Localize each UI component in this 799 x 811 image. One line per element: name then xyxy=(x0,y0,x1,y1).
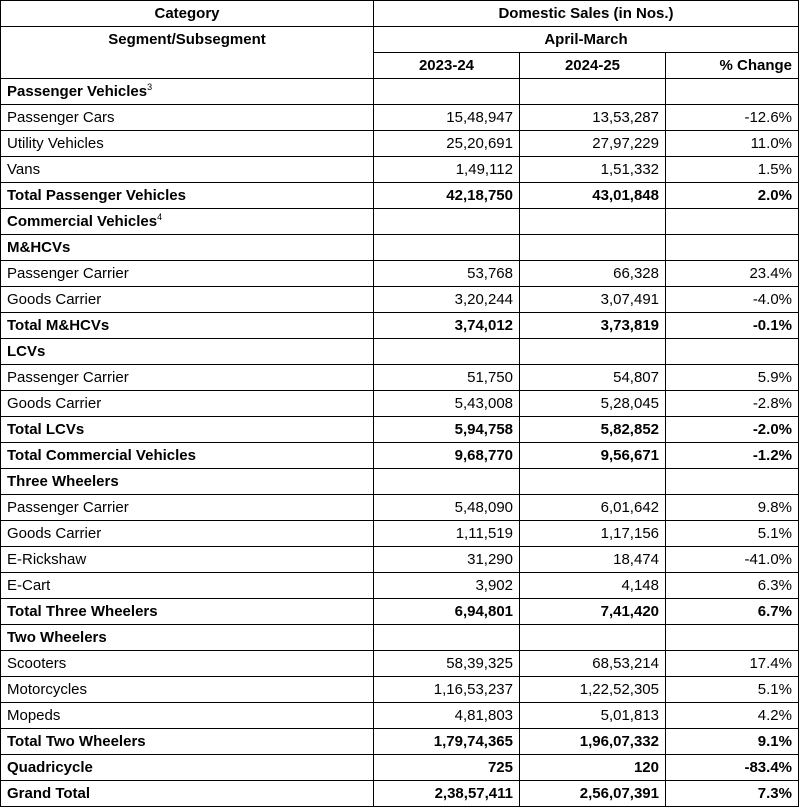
value-2024-25: 3,73,819 xyxy=(520,313,666,339)
percent-change: 5.1% xyxy=(666,677,799,703)
percent-change: -1.2% xyxy=(666,443,799,469)
table-row xyxy=(1,521,799,547)
row-label xyxy=(1,573,374,599)
percent-change xyxy=(666,339,799,365)
total-row xyxy=(1,417,799,443)
value-2024-25: 3,07,491 xyxy=(520,287,666,313)
row-label xyxy=(1,547,374,573)
row-label xyxy=(1,703,374,729)
value-2023-24: 1,79,74,365 xyxy=(374,729,520,755)
row-label xyxy=(1,79,374,105)
row-label xyxy=(1,677,374,703)
row-label xyxy=(1,469,374,495)
row-label-text: Two Wheelers xyxy=(7,629,107,646)
table-row xyxy=(1,157,799,183)
row-label xyxy=(1,157,374,183)
row-label xyxy=(1,339,374,365)
table-row xyxy=(1,651,799,677)
value-2023-24: 9,68,770 xyxy=(374,443,520,469)
percent-change xyxy=(666,469,799,495)
row-label xyxy=(1,235,374,261)
value-2024-25 xyxy=(520,79,666,105)
percent-change: -83.4% xyxy=(666,755,799,781)
percent-change: -12.6% xyxy=(666,105,799,131)
row-label-text: Motorcycles xyxy=(7,681,88,698)
table-row xyxy=(1,703,799,729)
row-label xyxy=(1,781,374,807)
row-label-text: Scooters xyxy=(7,655,67,672)
table-row xyxy=(1,365,799,391)
value-2024-25: 9,56,671 xyxy=(520,443,666,469)
value-2023-24 xyxy=(374,79,520,105)
row-label xyxy=(1,521,374,547)
category-header: Category xyxy=(1,1,374,27)
row-label-text: LCVs xyxy=(7,343,46,360)
row-label-text: Vans xyxy=(7,161,41,178)
row-label-text: Passenger Carrier xyxy=(7,499,129,516)
value-2023-24 xyxy=(374,235,520,261)
row-label xyxy=(1,443,374,469)
value-2023-24: 1,49,112 xyxy=(374,157,520,183)
value-2023-24: 2,38,57,411 xyxy=(374,781,520,807)
percent-change: 5.1% xyxy=(666,521,799,547)
value-2024-25: 4,148 xyxy=(520,573,666,599)
percent-change: 4.2% xyxy=(666,703,799,729)
value-2024-25: 1,96,07,332 xyxy=(520,729,666,755)
value-2024-25 xyxy=(520,209,666,235)
row-label-text: Passenger Carrier xyxy=(7,369,129,386)
row-label xyxy=(1,625,374,651)
value-2024-25: 120 xyxy=(520,755,666,781)
row-label xyxy=(1,729,374,755)
period-header: April-March xyxy=(374,27,799,53)
percent-change: 5.9% xyxy=(666,365,799,391)
value-2024-25: 27,97,229 xyxy=(520,131,666,157)
percent-change xyxy=(666,235,799,261)
section-row xyxy=(1,235,799,261)
row-label xyxy=(1,495,374,521)
percent-change: -4.0% xyxy=(666,287,799,313)
row-label-text: Total Three Wheelers xyxy=(7,603,158,620)
section-row xyxy=(1,339,799,365)
value-2023-24: 725 xyxy=(374,755,520,781)
value-2023-24: 3,74,012 xyxy=(374,313,520,339)
row-label-text: Total LCVs xyxy=(7,421,85,438)
row-label-text: Passenger Vehicles xyxy=(7,83,148,100)
percent-change: 23.4% xyxy=(666,261,799,287)
table-row xyxy=(1,131,799,157)
row-label-text: Utility Vehicles xyxy=(7,135,104,152)
value-2023-24 xyxy=(374,469,520,495)
year1-header: 2023-24 xyxy=(374,53,520,79)
row-label-text: Three Wheelers xyxy=(7,473,119,490)
value-2024-25: 68,53,214 xyxy=(520,651,666,677)
row-label-text: Total Passenger Vehicles xyxy=(7,187,186,204)
total-row xyxy=(1,781,799,807)
value-2024-25: 54,807 xyxy=(520,365,666,391)
value-2023-24: 5,43,008 xyxy=(374,391,520,417)
value-2024-25: 1,22,52,305 xyxy=(520,677,666,703)
row-label xyxy=(1,755,374,781)
percent-change: -0.1% xyxy=(666,313,799,339)
value-2023-24: 58,39,325 xyxy=(374,651,520,677)
value-2024-25: 1,51,332 xyxy=(520,157,666,183)
section-row xyxy=(1,625,799,651)
value-2023-24: 3,902 xyxy=(374,573,520,599)
value-2024-25: 13,53,287 xyxy=(520,105,666,131)
value-2024-25 xyxy=(520,469,666,495)
percent-change: -2.8% xyxy=(666,391,799,417)
value-2024-25 xyxy=(520,625,666,651)
percent-change: 1.5% xyxy=(666,157,799,183)
value-2023-24: 3,20,244 xyxy=(374,287,520,313)
percent-change xyxy=(666,79,799,105)
row-label-text: Total Two Wheelers xyxy=(7,733,146,750)
value-2024-25: 66,328 xyxy=(520,261,666,287)
row-label-text: Mopeds xyxy=(7,707,61,724)
value-2024-25: 2,56,07,391 xyxy=(520,781,666,807)
footnote-marker: 3 xyxy=(147,82,153,92)
row-label-text: Quadricycle xyxy=(7,759,93,776)
percent-change: 6.7% xyxy=(666,599,799,625)
value-2024-25: 5,82,852 xyxy=(520,417,666,443)
table-row xyxy=(1,287,799,313)
value-2024-25: 1,17,156 xyxy=(520,521,666,547)
percent-change: -41.0% xyxy=(666,547,799,573)
row-label-text: Grand Total xyxy=(7,785,91,802)
total-row xyxy=(1,183,799,209)
table-row xyxy=(1,261,799,287)
segment-header: Segment/Subsegment xyxy=(1,27,374,79)
row-label-text: Commercial Vehicles xyxy=(7,213,158,230)
value-2023-24: 5,48,090 xyxy=(374,495,520,521)
table-row xyxy=(1,677,799,703)
total-row xyxy=(1,313,799,339)
row-label xyxy=(1,417,374,443)
total-row xyxy=(1,729,799,755)
percent-change: 11.0% xyxy=(666,131,799,157)
value-2023-24: 42,18,750 xyxy=(374,183,520,209)
percent-change: 6.3% xyxy=(666,573,799,599)
value-2023-24: 51,750 xyxy=(374,365,520,391)
row-label xyxy=(1,391,374,417)
percent-change: 2.0% xyxy=(666,183,799,209)
table-row xyxy=(1,391,799,417)
value-2024-25 xyxy=(520,235,666,261)
value-2023-24 xyxy=(374,209,520,235)
row-label-text: Total Commercial Vehicles xyxy=(7,447,196,464)
change-header: % Change xyxy=(666,53,799,79)
value-2024-25: 7,41,420 xyxy=(520,599,666,625)
value-2023-24: 15,48,947 xyxy=(374,105,520,131)
section-row xyxy=(1,469,799,495)
value-2024-25: 5,28,045 xyxy=(520,391,666,417)
percent-change: 17.4% xyxy=(666,651,799,677)
value-2023-24 xyxy=(374,625,520,651)
header-row-1 xyxy=(1,1,799,27)
value-2023-24: 5,94,758 xyxy=(374,417,520,443)
value-2023-24: 6,94,801 xyxy=(374,599,520,625)
row-label xyxy=(1,313,374,339)
row-label xyxy=(1,131,374,157)
total-row xyxy=(1,755,799,781)
percent-change xyxy=(666,209,799,235)
percent-change: -2.0% xyxy=(666,417,799,443)
value-2023-24: 4,81,803 xyxy=(374,703,520,729)
row-label-text: Goods Carrier xyxy=(7,291,102,308)
table-row xyxy=(1,573,799,599)
table-row xyxy=(1,495,799,521)
total-row xyxy=(1,599,799,625)
percent-change: 9.8% xyxy=(666,495,799,521)
value-2023-24: 31,290 xyxy=(374,547,520,573)
row-label-text: Goods Carrier xyxy=(7,525,102,542)
value-2023-24: 53,768 xyxy=(374,261,520,287)
percent-change: 7.3% xyxy=(666,781,799,807)
footnote-marker: 4 xyxy=(157,212,163,222)
value-2024-25: 18,474 xyxy=(520,547,666,573)
row-label-text: E-Cart xyxy=(7,577,51,594)
row-label xyxy=(1,287,374,313)
total-row xyxy=(1,443,799,469)
value-2023-24: 1,11,519 xyxy=(374,521,520,547)
table-row xyxy=(1,105,799,131)
section-row xyxy=(1,79,799,105)
row-label xyxy=(1,599,374,625)
row-label-text: E-Rickshaw xyxy=(7,551,87,568)
row-label-text: Passenger Carrier xyxy=(7,265,129,282)
row-label xyxy=(1,209,374,235)
row-label-text: Goods Carrier xyxy=(7,395,102,412)
row-label xyxy=(1,105,374,131)
value-2023-24: 1,16,53,237 xyxy=(374,677,520,703)
row-label xyxy=(1,183,374,209)
value-2024-25: 5,01,813 xyxy=(520,703,666,729)
row-label-text: M&HCVs xyxy=(7,239,71,256)
year2-header: 2024-25 xyxy=(520,53,666,79)
row-label xyxy=(1,261,374,287)
row-label xyxy=(1,651,374,677)
domestic-sales-header: Domestic Sales (in Nos.) xyxy=(374,1,799,27)
row-label-text: Passenger Cars xyxy=(7,109,115,126)
value-2023-24: 25,20,691 xyxy=(374,131,520,157)
row-label-text: Total M&HCVs xyxy=(7,317,110,334)
header-row-2 xyxy=(1,27,799,53)
table-row xyxy=(1,547,799,573)
value-2024-25: 6,01,642 xyxy=(520,495,666,521)
row-label xyxy=(1,365,374,391)
percent-change xyxy=(666,625,799,651)
value-2024-25: 43,01,848 xyxy=(520,183,666,209)
percent-change: 9.1% xyxy=(666,729,799,755)
value-2024-25 xyxy=(520,339,666,365)
section-row xyxy=(1,209,799,235)
value-2023-24 xyxy=(374,339,520,365)
